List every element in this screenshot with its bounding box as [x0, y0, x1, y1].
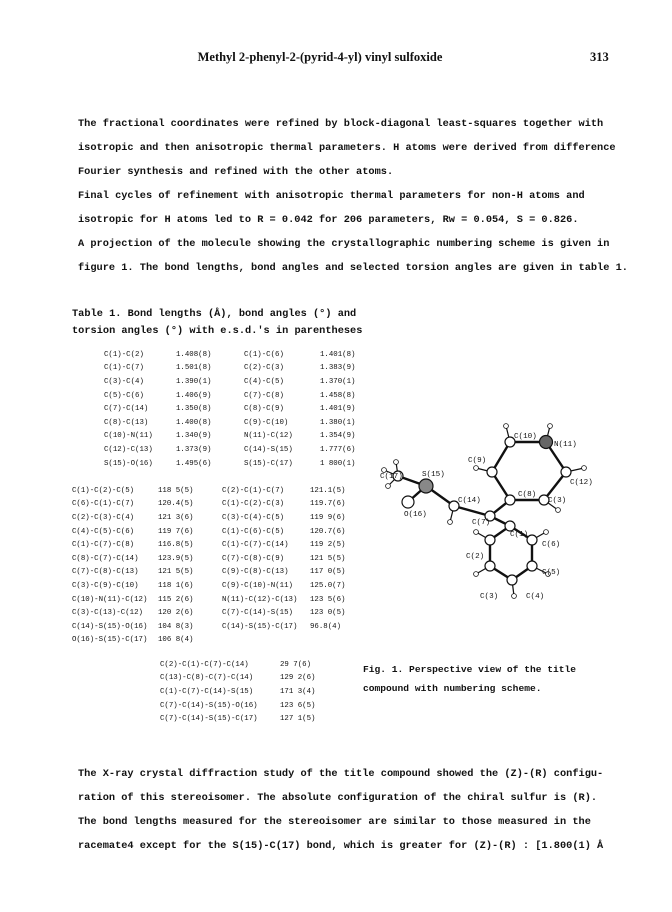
table-cell: 123 0(5) [310, 609, 346, 618]
table-cell: C(2)-C(1)-C(7) [222, 486, 285, 495]
table-row [104, 402, 380, 416]
table-cell: C(5)-C(6) [104, 391, 144, 400]
table-cell: C(4)-C(5)-C(6) [72, 527, 135, 536]
table-cell: 120.7(6) [310, 527, 346, 536]
table-cell: N(11)-C(12) [244, 432, 293, 441]
table-cell: C(1)-C(6) [244, 350, 284, 359]
table-cell: 120 2(6) [158, 609, 194, 618]
table-cell: C(8)-C(7)-C(14) [72, 554, 139, 563]
table-row [104, 443, 380, 457]
figure-caption-line: compound with numbering scheme. [363, 683, 542, 694]
table-row [72, 525, 360, 539]
table-cell: 1.501(8) [176, 364, 212, 373]
text-line: figure 1. The bond lengths, bond angles and selected torsion angles are given in table 1. [78, 262, 628, 274]
atom-label: N(11) [554, 441, 577, 449]
text-line: Fourier synthesis and refined with the other atoms. [78, 166, 394, 178]
table-row [160, 685, 340, 699]
atom-label: C(3) [548, 497, 567, 505]
table-cell: 121 5(5) [310, 554, 346, 563]
table-cell: 1.458(8) [320, 391, 356, 400]
atom-label: C(3) [480, 593, 499, 601]
table-cell: 123 6(5) [280, 701, 316, 710]
figure-caption [363, 660, 653, 698]
table-row [104, 348, 380, 362]
table-cell: C(13)-C(8)-C(7)-C(14) [160, 674, 254, 683]
table-cell: C(14)-S(15)-O(16) [72, 622, 148, 631]
table-cell: 118 5(5) [158, 486, 194, 495]
atom-label: C(5) [542, 569, 561, 577]
table-row [160, 699, 340, 713]
table-cell: 29 7(6) [280, 660, 312, 669]
table-cell [222, 634, 310, 648]
table-cell: C(2)-C(3)-C(4) [72, 513, 135, 522]
torsion-angles-table [160, 658, 340, 726]
atom-label: C(7) [472, 519, 491, 527]
table-cell: 123.9(5) [158, 554, 194, 563]
molecule-diagram [360, 398, 660, 638]
table-cell: O(16)-S(15)-C(17) [72, 636, 148, 645]
table-cell: C(8)-C(13) [104, 418, 149, 427]
table-cell: 1.406(9) [176, 391, 212, 400]
table-cell: C(1)-C(2)-C(3) [222, 500, 285, 509]
text-line: racemate4 except for the S(15)-C(17) bond, which is greater for (Z)-(R) : [1.800(1) Å [78, 840, 604, 852]
atom-label: O(16) [404, 511, 427, 519]
table-cell: C(7)-C(8)-C(9) [222, 554, 285, 563]
text-line: isotropic for H atoms led to R = 0.042 for 206 parameters, Rw = 0.054, S = 0.826. [78, 214, 579, 226]
atom-label: C(6) [542, 541, 561, 549]
table-cell: 129 2(6) [280, 674, 316, 683]
table-cell: C(1)-C(7)-C(14) [222, 541, 289, 550]
table-row [72, 566, 360, 580]
table-cell: 1 800(1) [320, 459, 356, 468]
table-cell: C(3)-C(4)-C(5) [222, 513, 285, 522]
atom-label: S(15) [422, 471, 445, 479]
table-cell: 123 5(6) [310, 595, 346, 604]
table-cell: 104 8(3) [158, 622, 194, 631]
table-cell: C(2)-C(3) [244, 364, 284, 373]
table-cell: C(8)-C(9) [244, 405, 284, 414]
table-cell: C(7)-C(14)-S(15)-C(17) [160, 715, 258, 724]
table-cell: 116.8(5) [158, 541, 194, 550]
table-cell: 121.1(5) [310, 486, 346, 495]
atom-label: C(1) [510, 531, 529, 539]
table-cell: 115 2(6) [158, 595, 194, 604]
table-cell: 118 1(6) [158, 581, 194, 590]
table-row [72, 620, 360, 634]
atom-label: C(9) [468, 457, 487, 465]
table-cell: 1.380(1) [320, 418, 356, 427]
table-cell: C(6)-C(1)-C(7) [72, 500, 135, 509]
bond-lengths-table [104, 348, 380, 470]
table-cell: C(9)-C(8)-C(13) [222, 568, 289, 577]
table-cell: 127 1(5) [280, 715, 316, 724]
text-line: The bond lengths measured for the stereoisomer are similar to those measured in the [78, 816, 591, 828]
table-cell: 1.390(1) [176, 377, 212, 386]
table-cell: 1.401(9) [320, 405, 356, 414]
table-cell: C(1)-C(7)-C(14)-S(15) [160, 687, 254, 696]
table-cell: 1.373(9) [176, 445, 212, 454]
atom-label: C(12) [570, 479, 593, 487]
text-line: A projection of the molecule showing the crystallographic numbering scheme is given in [78, 238, 610, 250]
table-row [72, 511, 360, 525]
table-caption [72, 306, 362, 340]
table-row [72, 593, 360, 607]
table-cell: 117 0(5) [310, 568, 346, 577]
page-number: 313 [590, 50, 609, 64]
table-cell: C(12)-C(13) [104, 445, 153, 454]
table-row [104, 457, 380, 471]
table-cell: 121 5(5) [158, 568, 194, 577]
body-text [78, 762, 608, 858]
table-cell: 119 7(6) [158, 527, 194, 536]
text-line: The fractional coordinates were refined by block-diagonal least-squares together with [78, 118, 604, 130]
table-cell: C(1)-C(7) [104, 364, 144, 373]
table-row [104, 375, 380, 389]
running-title: Methyl 2-phenyl-2-(pyrid-4-yl) vinyl sulfoxide [197, 50, 443, 64]
text-line: ration of this stereoisomer. The absolute configuration of the chiral sulfur is (R). [78, 792, 598, 804]
table-row [72, 606, 360, 620]
table-cell: 1.354(9) [320, 432, 356, 441]
table-row [104, 430, 380, 444]
table-cell: C(14)-S(15) [244, 445, 293, 454]
table-cell: 106 8(4) [158, 636, 194, 645]
table-cell: 1.495(6) [176, 459, 212, 468]
intro-text [78, 112, 628, 280]
table-cell: C(14)-S(15)-C(17) [222, 622, 298, 631]
atom-label: C(8) [518, 491, 537, 499]
table-cell: 1.350(8) [176, 405, 212, 414]
table-cell: N(11)-C(12)-C(13) [222, 595, 298, 604]
table-cell: 119 2(5) [310, 541, 346, 550]
table-cell: C(9)-C(10) [244, 418, 289, 427]
atom-label: C(2) [466, 553, 485, 561]
text-line: Final cycles of refinement with anisotropic thermal parameters for non-H atoms and [78, 190, 585, 202]
table-row [160, 658, 340, 672]
text-line: The X-ray crystal diffraction study of the title compound showed the (Z)-(R) configu- [78, 768, 604, 780]
table-cell: C(1)-C(6)-C(5) [222, 527, 285, 536]
table-cell: 121 3(6) [158, 513, 194, 522]
table-row [72, 538, 360, 552]
table-row [104, 362, 380, 376]
bond-angles-table [72, 484, 360, 647]
table-cell: C(7)-C(8) [244, 391, 284, 400]
table-row [104, 416, 380, 430]
table-row [72, 484, 360, 498]
table-row [160, 672, 340, 686]
table-cell: 1.383(9) [320, 364, 356, 373]
table-cell: C(7)-C(14)-S(15)-O(16) [160, 701, 258, 710]
table-cell [310, 634, 360, 648]
table-cell: C(10)-N(11)-C(12) [72, 595, 148, 604]
table-cell: C(1)-C(2)-C(5) [72, 486, 135, 495]
atom-label: C(4) [526, 593, 545, 601]
table-cell: C(9)-C(10)-N(11) [222, 581, 293, 590]
table-cell: S(15)-O(16) [104, 459, 153, 468]
atom-label: C(17) [380, 473, 403, 481]
table-cell: 119.7(6) [310, 500, 346, 509]
table-cell: C(3)-C(13)-C(12) [72, 609, 143, 618]
table-cell: 120.4(5) [158, 500, 194, 509]
table-caption-line: torsion angles (°) with e.s.d.'s in parentheses [72, 325, 363, 337]
text-line: isotropic and then anisotropic thermal parameters. H atoms were derived from difference [78, 142, 616, 154]
figure-caption-line: Fig. 1. Perspective view of the title [363, 664, 577, 675]
table-cell: 1.777(6) [320, 445, 356, 454]
table-cell: 171 3(4) [280, 687, 316, 696]
table-cell: S(15)-C(17) [244, 459, 293, 468]
atom-label: C(14) [458, 497, 481, 505]
table-row [72, 552, 360, 566]
atom-label: C(10) [514, 433, 537, 441]
table-row [72, 634, 360, 648]
table-cell: C(7)-C(8)-C(13) [72, 568, 139, 577]
table-row [72, 498, 360, 512]
table-cell: 125.0(7) [310, 581, 346, 590]
table-caption-line: Table 1. Bond lengths (Å), bond angles (°) and [72, 308, 357, 320]
table-cell: 1.408(8) [176, 350, 212, 359]
table-cell: C(7)-C(14) [104, 405, 149, 414]
table-cell: C(7)-C(14)-S(15) [222, 609, 293, 618]
running-header [0, 50, 672, 70]
table-cell: C(1)-C(2) [104, 350, 144, 359]
table-row [104, 389, 380, 403]
table-cell: C(2)-C(1)-C(7)-C(14) [160, 660, 249, 669]
table-row [160, 712, 340, 726]
table-row [72, 579, 360, 593]
table-cell: C(10)-N(11) [104, 432, 153, 441]
table-cell: C(4)-C(5) [244, 377, 284, 386]
table-cell: C(1)-C(7)-C(8) [72, 541, 135, 550]
table-cell: 1.370(1) [320, 377, 356, 386]
table-cell: 1.401(8) [320, 350, 356, 359]
table-cell: 1.340(9) [176, 432, 212, 441]
table-cell: C(3)-C(4) [104, 377, 144, 386]
table-cell: 119 9(6) [310, 513, 346, 522]
table-cell: 96.8(4) [310, 622, 342, 631]
table-cell: 1.400(8) [176, 418, 212, 427]
table-cell: C(3)-C(9)-C(10) [72, 581, 139, 590]
